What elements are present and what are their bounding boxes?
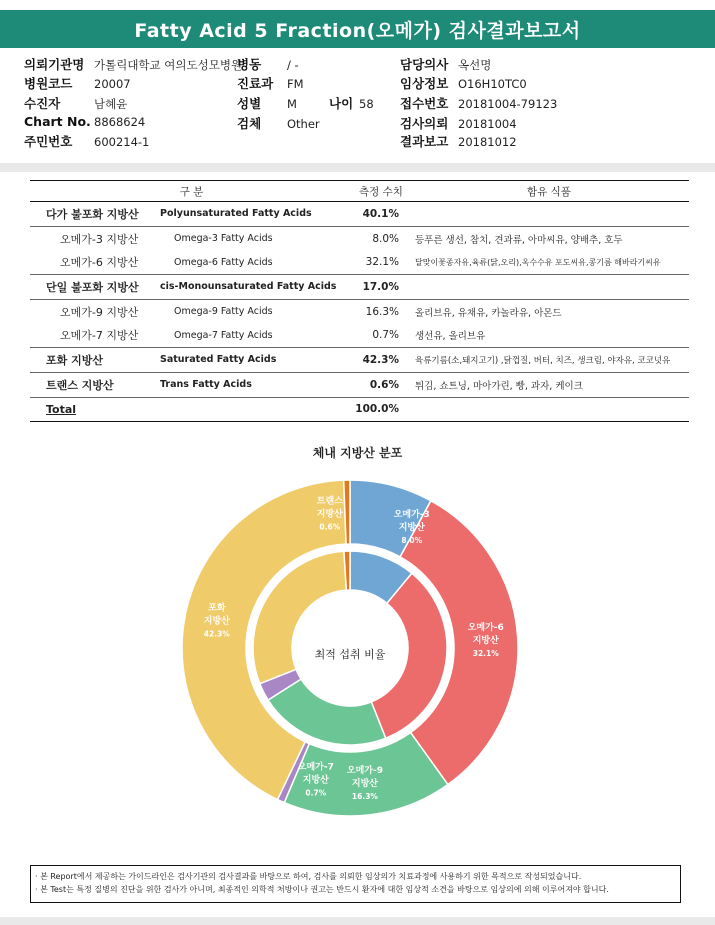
table-row: 오메가-3 지방산 Omega-3 Fatty Acids 8.0% 등푸른 생선, 참치, 견과류, 아마씨유, 양배추, 호두 (30, 226, 689, 250)
table-row: 오메가-7 지방산 Omega-7 Fatty Acids 0.7% 생선유, 올리브유 (60, 329, 486, 343)
header-value: 측정 수치 (353, 181, 409, 202)
table-row: 오메가-6 지방산 Omega-6 Fatty Acids 32.1% 달맞이꽃종자유,육류(닭,오리),옥수수유 포도씨유,콩기름 해바라기씨유 (60, 256, 661, 270)
center-label: 최적 섭취 비율 (314, 648, 386, 661)
outer-label-3: 오메가-7 지방산 0.7% (297, 762, 334, 798)
info-clinical: 임상정보 O16H10TC0 (400, 76, 527, 91)
divider-bar (0, 163, 715, 172)
outer-label-5: 트랜스 지방산 0.6% (316, 496, 343, 532)
info-sex: 성별 M (237, 96, 297, 111)
header-category: 구 분 (30, 181, 353, 202)
results-table (30, 180, 689, 422)
outer-label-4: 포화 지방산 42.3% (203, 603, 230, 639)
fatty-acid-donut-chart (0, 460, 715, 840)
disclaimer-line-1: · 본 Report에서 제공하는 가이드라인은 검사기관의 검사결과를 바탕으로 하여, 검사를 의뢰한 임상의가 치료과정에 사용하기 위한 목적으로 작성되었습니다. (35, 872, 582, 881)
info-department: 진료과 FM (237, 76, 304, 91)
info-doctor: 담당의사 옥선명 (400, 57, 492, 72)
table-row: 다가 불포화 지방산 Polyunsaturated Fatty Acids 40.1% (30, 202, 689, 227)
info-age: 나이 58 (329, 96, 374, 111)
outer-label-1: 오메가-6 지방산 32.1% (467, 622, 504, 658)
info-specimen: 검체 Other (237, 116, 320, 131)
info-request-date: 검사의뢰 20181004 (400, 116, 517, 131)
info-hospital-code: 병원코드 20007 (24, 76, 131, 91)
table-row: 트랜스 지방산 Trans Fatty Acids 0.6% 튀김, 쇼트닝, 마아가린, 빵, 과자, 케이크 (30, 372, 689, 397)
info-ward: 병동 / - (237, 57, 299, 72)
info-patient: 수진자 남혜윤 (24, 96, 128, 111)
disclaimer-box (30, 865, 681, 903)
table-row: 단일 불포화 지방산 cis-Monounsaturated Fatty Acids 17.0% (30, 275, 689, 300)
info-report-date: 결과보고 20181012 (400, 134, 517, 149)
info-receipt-no: 접수번호 20181004-79123 (400, 96, 558, 111)
header-food: 함유 식품 (409, 181, 689, 202)
table-row: 포화 지방산 Saturated Fatty Acids 42.3% 육류기름(소,돼지고기) ,닭껍질, 버터, 치즈, 생크림, 야자유, 코코넛유 (30, 348, 689, 373)
info-chart-no: Chart No. 8868624 (24, 114, 146, 129)
report-title: Fatty Acid 5 Fraction(오메가) 검사결과보고서 (0, 10, 715, 48)
bottom-bar (0, 917, 715, 925)
disclaimer-line-2: · 본 Test는 특정 질병의 진단을 위한 검사가 아니며, 최종적인 의학적 처방이나 권고는 반드시 환자에 대한 임상적 소견을 바탕으로 임상의에 의해 이루어져야 합니다. (35, 885, 609, 894)
outer-label-2: 오메가-9 지방산 16.3% (346, 766, 383, 802)
chart-title: 체내 지방산 분포 (312, 446, 403, 460)
info-resident-no: 주민번호 600214-1 (24, 134, 150, 149)
table-row: 오메가-9 지방산 Omega-9 Fatty Acids 16.3% 올리브유, 유채유, 카놀라유, 아몬드 (30, 299, 689, 323)
table-row-total: Total 100.0% (30, 397, 689, 422)
info-hospital: 의뢰기관명 가톨릭대학교 여의도성모병원 (24, 57, 243, 72)
outer-label-0: 오메가-3 지방산 8.0% (393, 509, 430, 545)
